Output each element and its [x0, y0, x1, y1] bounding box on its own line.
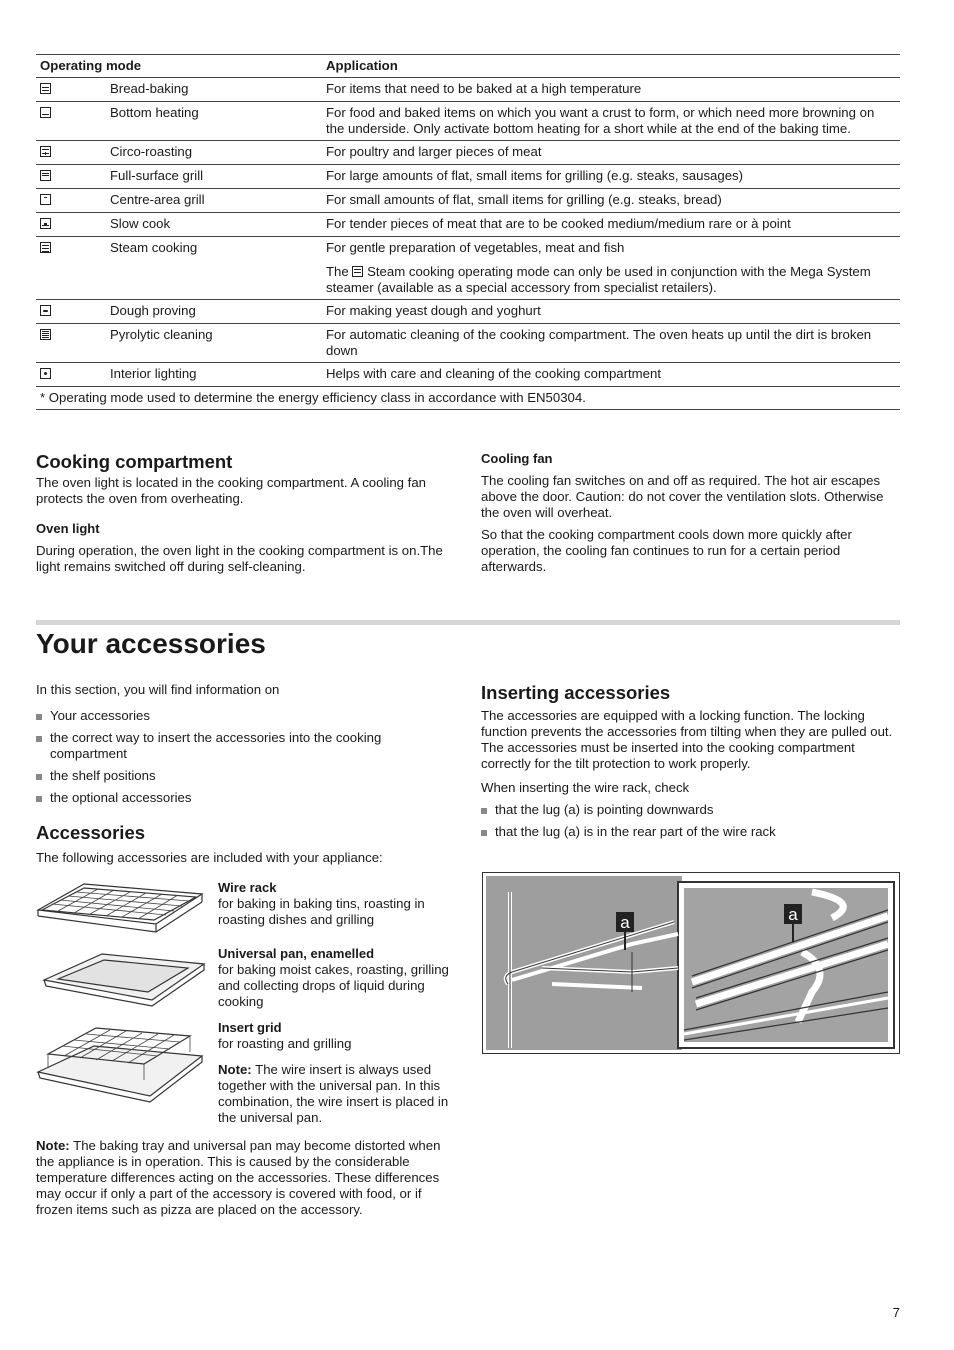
insert-grid-item [218, 1020, 458, 1052]
cooking-intro: The oven light is located in the cooking compartment. A cooling fan protects the oven from overheating. [36, 475, 426, 506]
section-divider [36, 620, 900, 625]
slow-cook-icon [40, 218, 51, 229]
mode-application: For food and baked items on which you want a crust to form, or which need more browning on the underside. Only activate bottom heating for a short while at the end of the baking time. [326, 105, 875, 136]
accessories-heading: Accessories [36, 822, 146, 843]
mode-application: For small amounts of flat, small items for grilling (e.g. steaks, bread) [326, 192, 722, 207]
mode-name: Steam cooking [110, 240, 198, 255]
table-row [36, 102, 900, 141]
oven-light-text: During operation, the oven light in the cooking compartment is on.The light remains switched off during self-cleaning. [36, 543, 443, 574]
table-row [36, 165, 900, 189]
insert-grid-image [34, 1024, 206, 1110]
interior-lighting-icon [40, 368, 51, 379]
list-item: Your accessories [36, 708, 454, 724]
inserting-text: The accessories are equipped with a locking function. The locking function prevents the accessories from tilting when they are pulled out. The accessories must be inserted into the cooking compartment correctly for the tilt protection to work properly. [481, 708, 893, 771]
list-item: that the lug (a) is pointing downwards [481, 802, 899, 818]
mode-name: Circo-roasting [110, 144, 193, 159]
accessory-descriptions [218, 880, 458, 1126]
table-row [36, 141, 900, 165]
header-operating-mode: Operating mode [40, 58, 142, 73]
cooking-compartment-section [36, 451, 454, 575]
universal-pan-item [218, 946, 458, 1010]
mode-name: Pyrolytic cleaning [110, 327, 213, 342]
mode-name: Bottom heating [110, 105, 199, 120]
bread-baking-icon [40, 83, 51, 94]
circo-roasting-icon [40, 146, 51, 157]
mode-name: Full-surface grill [110, 168, 204, 183]
accessory-name: Insert grid [218, 1020, 282, 1035]
wire-rack-lug-illustration [482, 872, 900, 1054]
accessory-desc: for baking moist cakes, roasting, grilling and collecting drops of liquid during cooking [218, 962, 449, 1009]
topic-list [36, 708, 454, 806]
cooling-fan-section [481, 451, 899, 575]
table-row [36, 237, 900, 300]
mode-application: For gentle preparation of vegetables, meat and fish [326, 240, 625, 255]
pyrolytic-cleaning-icon [40, 329, 51, 340]
list-item: the shelf positions [36, 768, 454, 784]
mode-name: Centre-area grill [110, 192, 205, 207]
dough-proving-icon [40, 305, 51, 316]
mode-application: For tender pieces of meat that are to be cooked medium/medium rare or à point [326, 216, 791, 231]
cooling-fan-text-2: So that the cooking compartment cools down more quickly after operation, the cooling fan continues to run for a certain period afterwards. [481, 527, 852, 574]
steam-note: The Steam cooking operating mode can only be used in conjunction with the Mega System steamer (available as a special accessory from specialist retailers). [326, 264, 871, 295]
mode-name: Bread-baking [110, 81, 189, 96]
list-item: that the lug (a) is in the rear part of the wire rack [481, 824, 899, 840]
table-footnote: * Operating mode used to determine the energy efficiency class in accordance with EN50304. [36, 387, 900, 410]
centre-area-grill-icon [40, 194, 51, 205]
page-number: 7 [892, 1305, 900, 1320]
accessories-left-column [36, 682, 454, 866]
table-row [36, 363, 900, 387]
mode-application: For making yeast dough and yoghurt [326, 303, 541, 318]
oven-light-heading: Oven light [36, 521, 100, 536]
operating-mode-table [36, 54, 900, 410]
inserting-accessories-heading: Inserting accessories [481, 682, 671, 703]
mode-application: For large amounts of flat, small items for grilling (e.g. steaks, sausages) [326, 168, 744, 183]
insert-note: Note: The wire insert is always used together with the universal pan. In this combination, the wire insert is placed in the universal pan. [218, 1062, 449, 1125]
mode-name: Interior lighting [110, 366, 197, 381]
cooling-fan-heading: Cooling fan [481, 451, 553, 466]
table-row [36, 189, 900, 213]
bottom-heating-icon [40, 107, 51, 118]
table-row [36, 324, 900, 363]
table-row [36, 300, 900, 324]
check-intro: When inserting the wire rack, check [481, 780, 690, 795]
mode-application: For items that need to be baked at a high temperature [326, 81, 642, 96]
check-list [481, 802, 899, 840]
table-row [36, 213, 900, 237]
mode-name: Slow cook [110, 216, 171, 231]
mode-application: For automatic cleaning of the cooking compartment. The oven heats up until the dirt is broken down [326, 327, 872, 358]
accessory-desc: for baking in baking tins, roasting in roasting dishes and grilling [218, 896, 425, 927]
accessories-intro: The following accessories are included with your appliance: [36, 850, 383, 865]
steam-cooking-icon [40, 242, 51, 253]
mode-name: Dough proving [110, 303, 196, 318]
accessory-name: Wire rack [218, 880, 277, 895]
table-row [36, 78, 900, 102]
header-application: Application [326, 58, 398, 73]
list-item: the correct way to insert the accessories into the cooking compartment [36, 730, 454, 762]
wire-rack-item [218, 880, 458, 928]
distortion-note: Note: The baking tray and universal pan may become distorted when the appliance is in operation. This is caused by the considerable temperature differences acting on the accessories. These differences may occur if only a part of the accessory is covered with food, or if frozen items such as pizza are placed on the accessory. [36, 1138, 441, 1217]
accessory-name: Universal pan, enamelled [218, 946, 375, 961]
cooking-compartment-heading: Cooking compartment [36, 451, 233, 472]
inserting-accessories-section [481, 682, 899, 840]
mode-application: For poultry and larger pieces of meat [326, 144, 542, 159]
steam-cooking-icon [352, 266, 363, 277]
your-accessories-heading: Your accessories [36, 628, 266, 659]
full-surface-grill-icon [40, 170, 51, 181]
table-header [36, 54, 900, 78]
wire-rack-image [34, 880, 206, 946]
lug-label-right: a [788, 905, 798, 924]
lug-label-left: a [620, 913, 630, 932]
list-item: the optional accessories [36, 790, 454, 806]
accessory-desc: for roasting and grilling [218, 1036, 352, 1051]
section-intro: In this section, you will find information on [36, 682, 280, 697]
universal-pan-image [38, 948, 208, 1016]
cooling-fan-text: The cooling fan switches on and off as required. The hot air escapes above the door. Caution: do not cover the ventilation slots. Otherwise the oven will overheat. [481, 473, 884, 520]
mode-application: Helps with care and cleaning of the cooking compartment [326, 366, 661, 381]
